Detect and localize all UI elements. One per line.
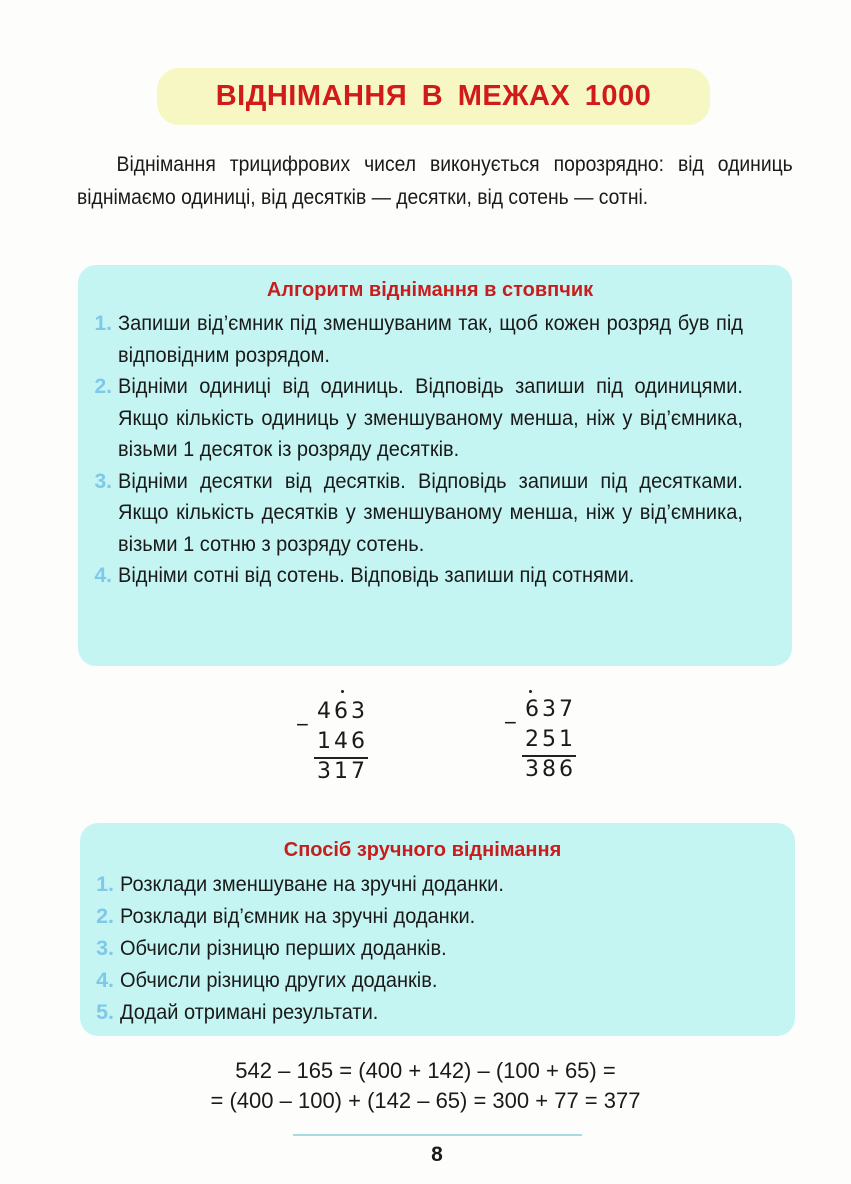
convenient-title: Спосіб зручного віднімання [283, 839, 562, 861]
step-number: 1. [96, 872, 114, 896]
algorithm-steps [78, 308, 792, 592]
difference: 386 [525, 757, 576, 782]
step-text: Відніми десятки від десятків. Відповідь запиши під десятками. Якщо кількість десятків у зменшуваному менша, ніж у від’ємника, візьми 1 сотню з розряду сотень. [118, 468, 743, 556]
convenient-step [80, 900, 795, 932]
algorithm-step [78, 371, 792, 466]
algorithm-box [78, 265, 792, 666]
minus-sign: − [504, 710, 517, 735]
step-text: Додай отримані результати. [120, 1000, 379, 1024]
algorithm-title: Алгоритм віднімання в стовпчик [266, 279, 594, 301]
step-number: 4. [96, 968, 114, 992]
step-text: Відніми одиниці від одиниць. Відповідь запиши під одиницями. Якщо кількість одиниць у зменшуваному менша, ніж у від’ємника, візьми 1 десяток із розряду десятків. [118, 374, 743, 461]
minuend: 463 [317, 699, 368, 724]
step-number: 5. [96, 1000, 114, 1024]
algorithm-step [78, 308, 792, 371]
convenient-subtraction-box [80, 823, 795, 1036]
step-text: Запиши від’ємник під зменшуваним так, щоб кожен розряд був під відповідним розрядом. [118, 311, 743, 367]
borrow-dot [529, 690, 532, 693]
step-text: Обчисли різницю перших доданків. [120, 936, 447, 960]
page-title: ВІДНІМАННЯ В МЕЖАХ 1000 [215, 80, 652, 112]
minuend: 637 [525, 697, 576, 722]
convenient-step [80, 868, 795, 900]
step-number: 1. [94, 312, 112, 335]
step-number: 3. [96, 936, 114, 960]
formula-line-1: 542 – 165 = (400 + 142) – (100 + 65) = [235, 1058, 616, 1083]
footer-divider [293, 1134, 582, 1136]
difference: 317 [317, 759, 368, 784]
step-text: Розклади зменшуване на зручні доданки. [120, 872, 504, 896]
step-text: Відніми сотні від сотень. Відповідь запиши під сотнями. [118, 563, 635, 587]
subtrahend: 146 [317, 729, 368, 754]
convenient-steps [80, 868, 795, 1028]
convenient-step [80, 964, 795, 996]
intro-paragraph: Віднімання трицифрових чисел виконується порозрядно: від одиниць віднімаємо одиниці, від десятків — десятки, від сотень — сотні. [77, 153, 793, 209]
step-number: 3. [94, 469, 112, 493]
convenient-step [80, 996, 795, 1028]
formula-line-2: = (400 – 100) + (142 – 65) = 300 + 77 = 377 [210, 1088, 641, 1113]
step-number: 4. [94, 564, 112, 587]
borrow-dot [341, 690, 344, 693]
subtrahend: 251 [525, 727, 576, 752]
minus-sign: − [296, 712, 309, 737]
step-text: Обчисли різницю других доданків. [120, 968, 438, 992]
step-number: 2. [96, 904, 114, 928]
title-banner [157, 68, 710, 125]
algorithm-step [78, 560, 792, 592]
algorithm-step [78, 466, 792, 561]
step-number: 2. [94, 375, 112, 398]
step-text: Розклади від’ємник на зручні доданки. [120, 904, 476, 928]
page-number: 8 [431, 1143, 443, 1166]
convenient-step [80, 932, 795, 964]
